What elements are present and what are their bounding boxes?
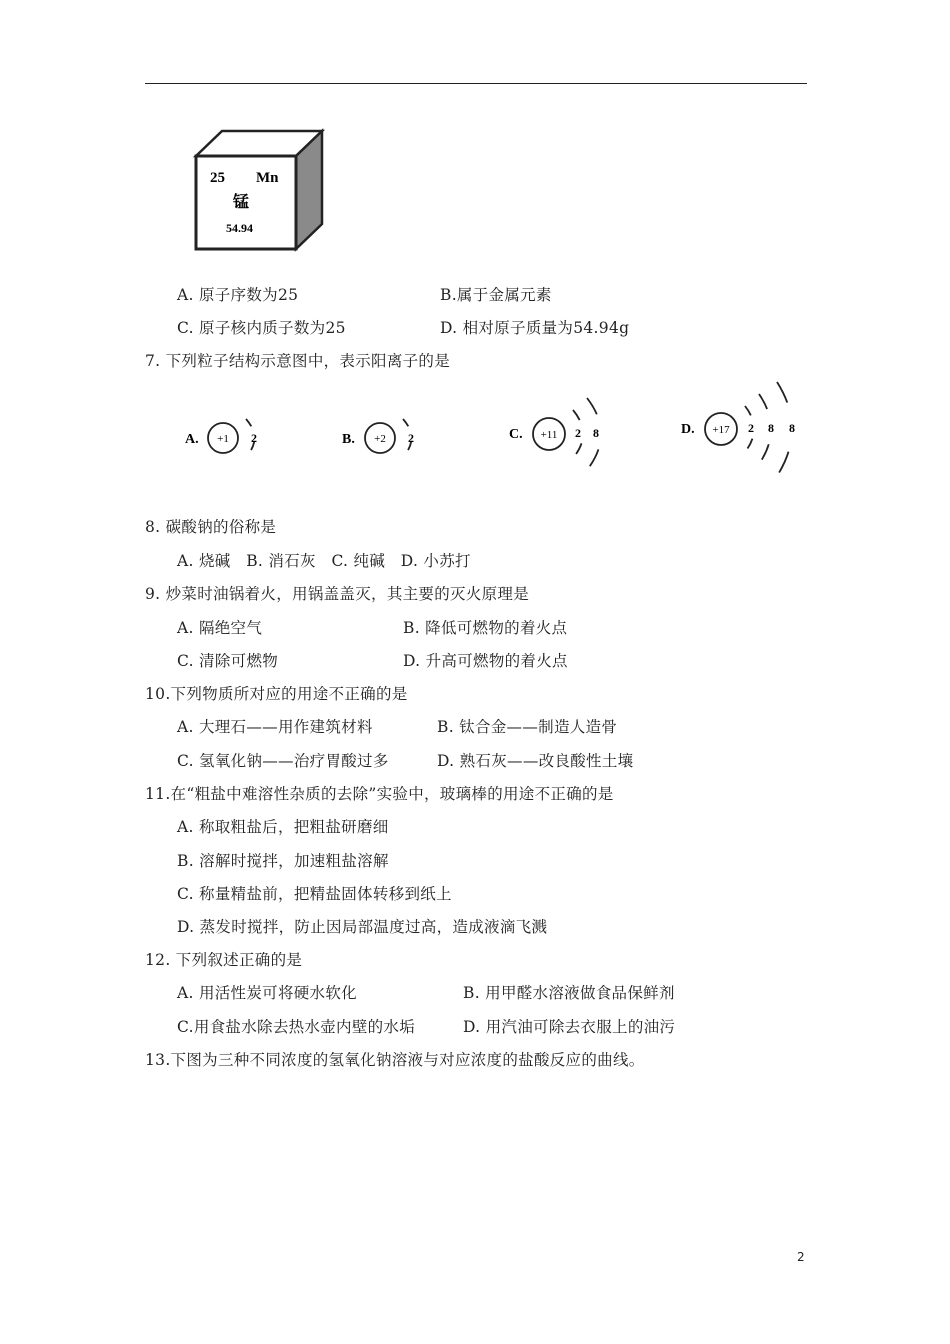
q12-option-a: A. 用活性炭可将硬水软化 bbox=[177, 984, 357, 1002]
q11-option-d: D. 蒸发时搅拌，防止因局部温度过高，造成液滴飞溅 bbox=[177, 918, 548, 936]
atom-c-label: C. bbox=[509, 427, 523, 442]
q6-option-c: C. 原子核内质子数为25 bbox=[177, 319, 346, 337]
q8-stem: 8. 碳酸钠的俗称是 bbox=[145, 518, 277, 536]
element-number: 25 bbox=[210, 170, 225, 186]
q10-option-a: A. 大理石——用作建筑材料 bbox=[177, 718, 373, 736]
q11-option-a: A. 称取粗盐后，把粗盐研磨细 bbox=[177, 818, 389, 836]
q12-stem: 12. 下列叙述正确的是 bbox=[145, 951, 303, 969]
q11-option-c: C. 称量精盐前，把精盐固体转移到纸上 bbox=[177, 885, 452, 903]
atom-c-nucleus: +11 bbox=[540, 429, 558, 441]
q9-option-d: D. 升高可燃物的着火点 bbox=[403, 652, 568, 670]
q11-stem: 11.在“粗盐中难溶性杂质的去除”实验中，玻璃棒的用途不正确的是 bbox=[145, 785, 614, 803]
atom-b-nucleus: +2 bbox=[374, 433, 386, 445]
q12-option-c: C.用食盐水除去热水壶内壁的水垢 bbox=[177, 1018, 416, 1036]
atom-c-shell-2: 8 bbox=[593, 426, 599, 440]
atom-b-shell-1: 2 bbox=[408, 431, 414, 445]
atom-diagram-c bbox=[507, 394, 617, 472]
atom-diagram-b bbox=[340, 412, 430, 464]
atom-d-shell-3: 8 bbox=[789, 421, 795, 435]
element-symbol: Mn bbox=[256, 170, 279, 186]
q9-option-a: A. 隔绝空气 bbox=[177, 619, 263, 637]
atom-a-nucleus: +1 bbox=[217, 433, 229, 445]
atom-a-label: A. bbox=[185, 432, 199, 447]
atom-a-shell-1: 2 bbox=[251, 431, 257, 445]
atom-diagram-d bbox=[679, 380, 809, 480]
atom-d-shell-1: 2 bbox=[748, 421, 754, 435]
header-rule bbox=[145, 83, 807, 84]
q6-option-b: B.属于金属元素 bbox=[440, 286, 552, 304]
q9-option-c: C. 清除可燃物 bbox=[177, 652, 279, 670]
q6-option-a: A. 原子序数为25 bbox=[177, 286, 299, 304]
q13-stem: 13.下图为三种不同浓度的氢氧化钠溶液与对应浓度的盐酸反应的曲线。 bbox=[145, 1051, 645, 1069]
q10-option-b: B. 钛合金——制造人造骨 bbox=[437, 718, 618, 736]
atom-b-label: B. bbox=[342, 432, 355, 447]
atom-diagram-a bbox=[183, 412, 273, 464]
atom-d-label: D. bbox=[681, 422, 695, 437]
atom-c-shell-1: 2 bbox=[575, 426, 581, 440]
q10-option-d: D. 熟石灰——改良酸性土壤 bbox=[437, 752, 634, 770]
q8-options: A. 烧碱 B. 消石灰 C. 纯碱 D. 小苏打 bbox=[177, 552, 471, 570]
q12-option-d: D. 用汽油可除去衣服上的油污 bbox=[463, 1018, 676, 1036]
element-card-figure bbox=[190, 128, 330, 256]
q11-option-b: B. 溶解时搅拌，加速粗盐溶解 bbox=[177, 852, 389, 870]
q9-stem: 9. 炒菜时油锅着火，用锅盖盖灭，其主要的灭火原理是 bbox=[145, 585, 530, 603]
q12-option-b: B. 用甲醛水溶液做食品保鲜剂 bbox=[463, 984, 675, 1002]
atom-d-nucleus: +17 bbox=[712, 424, 730, 436]
page-number: 2 bbox=[797, 1250, 805, 1264]
atom-d-shell-2: 8 bbox=[768, 421, 774, 435]
element-name: 锰 bbox=[233, 194, 250, 211]
element-mass: 54.94 bbox=[226, 221, 253, 235]
q10-option-c: C. 氢氧化钠——治疗胃酸过多 bbox=[177, 752, 389, 770]
q10-stem: 10.下列物质所对应的用途不正确的是 bbox=[145, 685, 408, 703]
q9-option-b: B. 降低可燃物的着火点 bbox=[403, 619, 568, 637]
q7-stem: 7. 下列粒子结构示意图中，表示阳离子的是 bbox=[145, 352, 451, 370]
q6-option-d: D. 相对原子质量为54.94g bbox=[440, 319, 630, 337]
